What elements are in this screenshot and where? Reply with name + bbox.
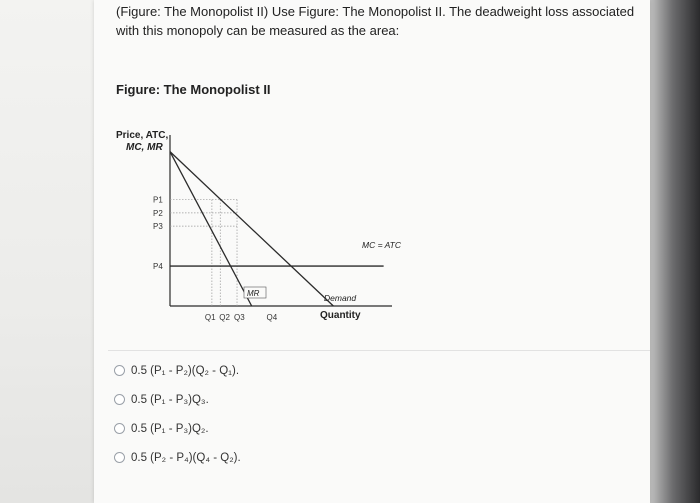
radio-icon[interactable]: [114, 423, 125, 434]
figure-title: Figure: The Monopolist II: [116, 82, 271, 97]
option-c-label: 0.5 (P₁ - P₃)Q₂.: [131, 422, 209, 435]
tick-q4: Q4: [266, 313, 278, 322]
y-axis-label-line1: Price, ATC,: [116, 130, 169, 141]
option-a[interactable]: [114, 356, 634, 385]
option-b-label: 0.5 (P₁ - P₃)Q₃.: [131, 393, 209, 406]
option-c[interactable]: [114, 414, 634, 443]
option-b[interactable]: [114, 385, 634, 414]
radio-icon[interactable]: [114, 365, 125, 376]
radio-icon[interactable]: [114, 394, 125, 405]
demand-label: Demand: [324, 293, 357, 303]
question-card: [94, 0, 650, 503]
tick-q3: Q3: [234, 313, 245, 322]
answer-options: [114, 356, 634, 472]
tick-p2: P2: [153, 208, 163, 218]
option-d-label: 0.5 (P₂ - P₄)(Q₄ - Q₂).: [131, 451, 241, 464]
mr-label: MR: [247, 289, 260, 298]
series-demand: [170, 152, 333, 306]
tick-p3: P3: [153, 222, 163, 232]
tick-q2: Q2: [219, 313, 230, 322]
mc-atc-label: MC = ATC: [362, 240, 401, 250]
tick-p4: P4: [153, 262, 163, 272]
curves: [170, 152, 384, 306]
question-text: (Figure: The Monopolist II) Use Figure: The Monopolist II. The deadweight loss associated with this monopoly can be measured as the area:: [116, 4, 635, 38]
divider: [108, 350, 650, 351]
monopolist-chart: [94, 125, 650, 330]
radio-icon[interactable]: [114, 452, 125, 463]
x-axis-label: Quantity: [320, 310, 361, 321]
series-mr: [170, 152, 252, 306]
y-axis-label-line2: MC, MR: [126, 142, 163, 153]
option-d[interactable]: [114, 443, 634, 472]
option-a-label: 0.5 (P₁ - P₂)(Q₂ - Q₁).: [131, 364, 240, 377]
tick-q1: Q1: [204, 313, 216, 322]
tick-p1: P1: [153, 195, 163, 205]
